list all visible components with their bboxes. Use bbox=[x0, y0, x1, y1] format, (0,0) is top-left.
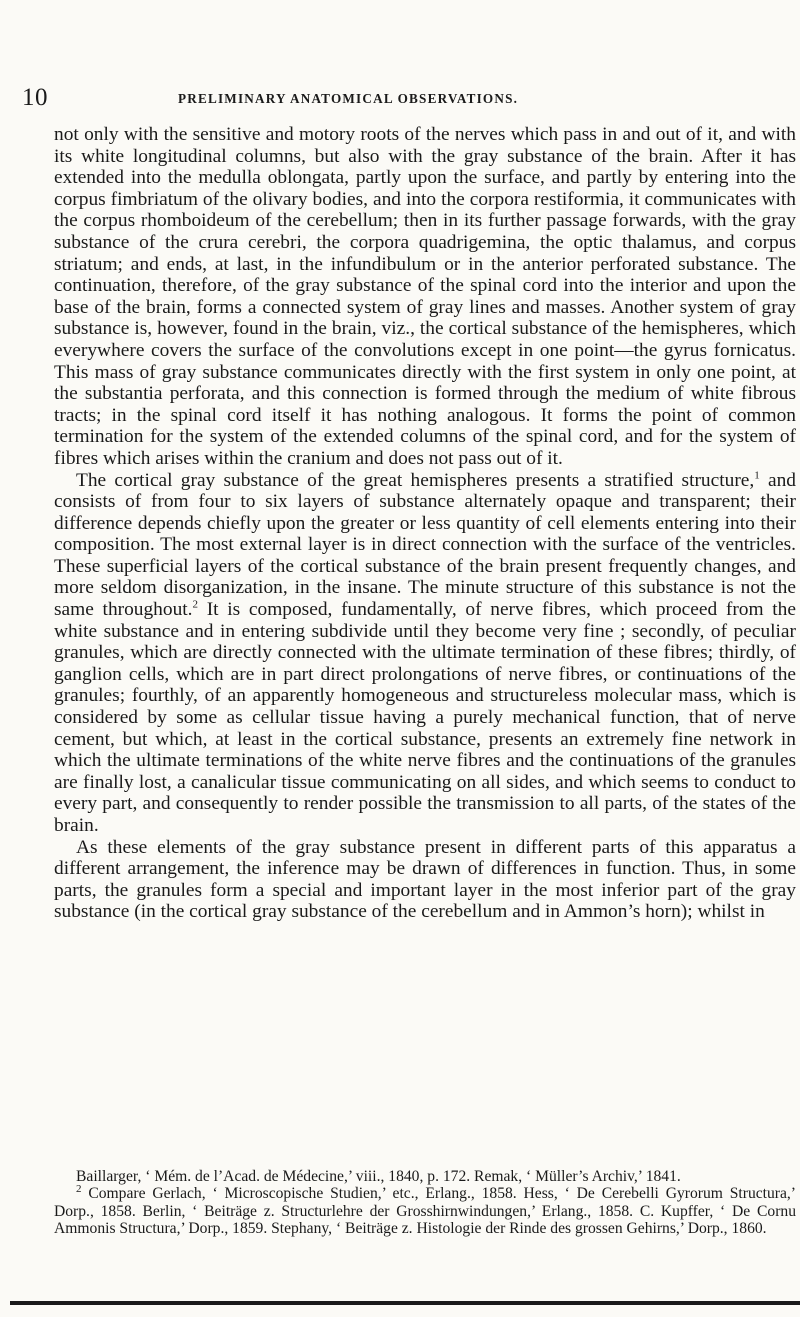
bottom-rule bbox=[10, 1301, 800, 1305]
footnotes bbox=[54, 1168, 796, 1238]
footnote-2-mark: 2 bbox=[76, 1183, 82, 1196]
running-head: PRELIMINARY ANATOMICAL OBSERVATIONS. bbox=[178, 91, 519, 106]
footnote-1: Baillarger, ‘ Mém. de l’Acad. de Médecine,’ viii., 1840, p. 172. Remak, ‘ Müller’s Archiv,’ 1841. bbox=[76, 1168, 681, 1185]
paragraph-1: not only with the sensitive and motory roots of the nerves which pass in and out of it, and with its white longitudinal columns, but also with the gray substance of the brain. After it has extended into the medulla oblongata, partly upon the surface, and partly by entering into the corpus fimbriatum of the olivary bodies, and into the corpora restiformia, it communicates with the corpus rhomboideum of the cerebellum; then in its further passage forwards, with the gray substance of the crura cerebri, the corpora quadrigemina, the optic thalamus, and corpus striatum; and ends, at last, in the infundibulum or in the anterior perforated substance. The continuation, therefore, of the gray substance of the spinal cord into the interior and upon the base of the brain, forms a connected system of gray lines and masses. Another system of gray substance is, however, found in the brain, viz., the cortical substance of the hemispheres, which everywhere covers the surface of the convolutions except in one point—the gyrus fornicatus. This mass of gray substance communicates directly with the first system in only one point, at the substantia perforata, and this connection is formed through the medium of white fibrous tracts; in the spinal cord itself it has nothing analogous. It forms the point of common termination for the system of the extended columns of the spinal cord, and for the system of fibres which arises within the cranium and does not pass out of it. bbox=[54, 124, 796, 469]
footnote-ref-1: 1 bbox=[754, 469, 760, 482]
paragraph-2-part-a: The cortical gray substance of the great hemispheres presents a stratified structure, bbox=[76, 469, 755, 491]
footnote-2-text: Compare Gerlach, ‘ Microscopische Studien,’ etc., Erlang., 1858. Hess, ‘ De Cerebelli Gyrorum Structura,’ Dorp., 1858. Berlin, ‘ Beiträge z. Structurlehre der Grosshirnwindungen,’ Erlang., 1858. C. Kupffer, ‘ De Cornu Ammonis Structura,’ Dorp., 1859. Stephany, ‘ Beiträge z. Histologie der Rinde des grossen Gehirns,’ Dorp., 1860. bbox=[54, 1185, 796, 1238]
paragraph-3: As these elements of the gray substance present in different parts of this apparatus a different arrangement, the inference may be drawn of differences in function. Thus, in some parts, the granules form a special and important layer in the most inferior part of the gray substance (in the cortical gray substance of the cerebellum and in Ammon’s horn); whilst in bbox=[54, 836, 796, 923]
page-number: 10 bbox=[22, 84, 48, 111]
paragraph-2 bbox=[54, 470, 796, 837]
paragraph-2-part-b: and consists of from four to six layers of substance alternately opaque and transparent; their difference depends chiefly upon the greater or less quantity of cell elements entering into their composition. The most external layer is in direct connection with the surface of the ventricles. These superficial layers of the cortical substance of the brain present frequently changes, and more seldom disorganization, in the insane. The minute structure of this substance is not the same throughout. bbox=[54, 469, 796, 621]
body-text bbox=[54, 124, 796, 923]
footnote-ref-2: 2 bbox=[192, 598, 198, 611]
footnote-2 bbox=[54, 1185, 796, 1237]
paragraph-2-part-c: It is composed, fundamentally, of nerve fibres, which proceed from the white substance and in entering subdivide until they become very fine ; secondly, of peculiar granules, which are directly connected with the ultimate termination of these fibres; thirdly, of ganglion cells, which are in part direct prolongations of nerve fibres, or continuations of the granules; fourthly, of an apparently homogeneous and structureless molecular mass, which is considered by some as cellular tissue having a purely mechanical function, that of nerve cement, but which, at least in the cortical substance, presents an extremely fine network in which the ultimate terminations of the white nerve fibres and the continuations of the granules are finally lost, a canalicular tissue communicating on all sides, and which seems to conduct to every part, and consequently to render possible the transmission to all parts, of the states of the brain. bbox=[54, 599, 796, 836]
